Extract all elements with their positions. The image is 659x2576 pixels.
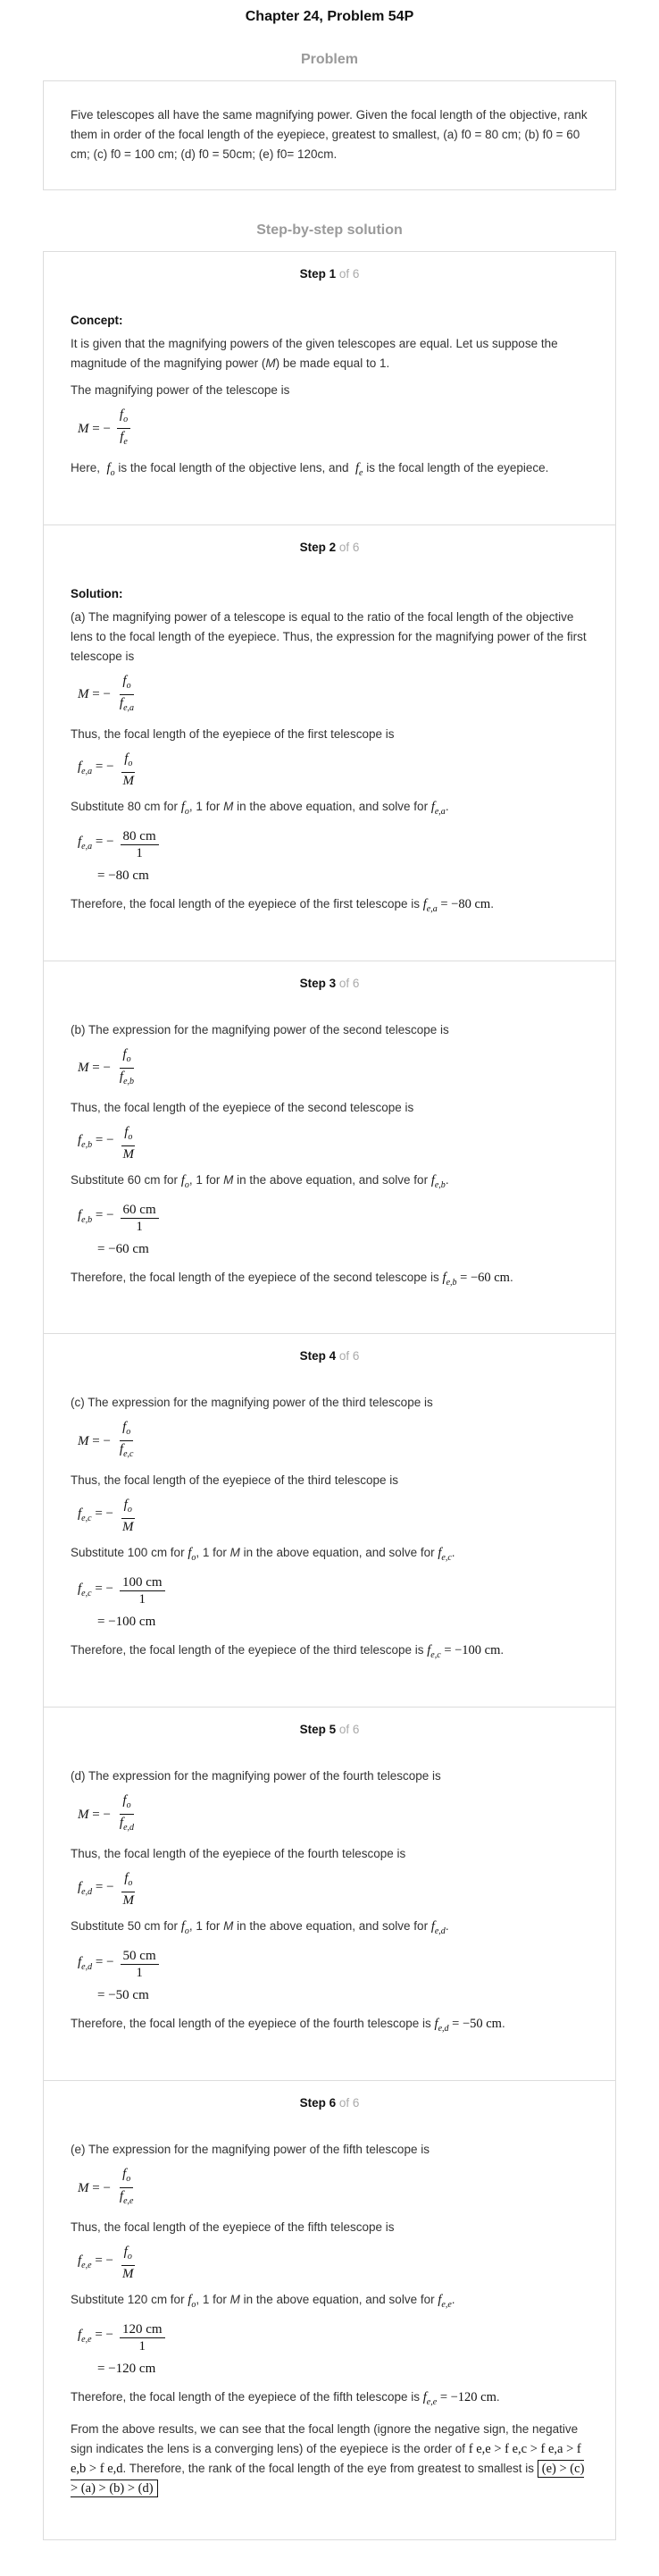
equation-substitution: $f_{e,a}$ = − $\frac{80 cm}{1}$	[78, 829, 588, 860]
conclusion-text: Therefore, the focal length of the eyepiece of the third telescope is $f_{e,c} = -100$ cm.	[71, 1643, 505, 1661]
concept-text: It is given that the magnifying powers of the given telescopes are equal. Let us suppose the magnitude of the magnifying power (M) be made equal to 1.	[71, 337, 558, 370]
step-header: Step 5 of 6	[299, 1723, 360, 1737]
equation-magnifying-power: M = − $\frac{f_o}{f_{e,a}}$	[78, 673, 135, 713]
equation-magnifying-power: M = − $\frac{f_o}{f_{e,e}}$	[78, 2167, 134, 2207]
equation-result: = −50 cm	[97, 1988, 149, 2003]
concept-label: Concept:	[71, 314, 123, 327]
conclusion-text: Therefore, the focal length of the eyepiece of the fifth telescope is $f_{e,e} = -120$ cm.	[71, 2389, 500, 2407]
equation-substitution: $f_{e,d}$ = − $\frac{50 cm}{1}$	[78, 1949, 588, 1980]
equation-eyepiece: $f_{e,c}$ = − $\frac{f_o}{M}$	[78, 1498, 134, 1535]
thus-text: Thus, the focal length of the eyepiece of the fifth telescope is	[71, 2220, 395, 2235]
step-intro: (b) The expression for the magnifying power of the second telescope is	[71, 1022, 449, 1036]
thus-text: Thus, the focal length of the eyepiece of the second telescope is	[71, 1100, 414, 1114]
equation-result: = −100 cm	[97, 1615, 156, 1630]
step-header: Step 6 of 6	[299, 2096, 360, 2110]
step-intro: (d) The expression for the magnifying power of the fourth telescope is	[71, 1769, 441, 1783]
step-header: Step 2 of 6	[299, 540, 360, 554]
step-3	[44, 961, 615, 1334]
conclusion-text: Therefore, the focal length of the eyepiece of the second telescope is $f_{e,b} = -60$ cm.	[71, 1270, 513, 1288]
substitute-text: Substitute 80 cm for $f_o$, 1 for M in the above equation, and solve for $f_{e,a}$.	[71, 799, 449, 817]
problem-text: Five telescopes all have the same magnifying power. Given the focal length of the objective, rank them in order of the focal length of the eyepiece, greatest to smallest, (a) f0 = 80 cm; (b) f0 = 60 cm; (c) f0 = 100 cm; (d) f0 = 50cm; (e) f0= 120cm.	[71, 108, 588, 161]
step-4	[44, 1333, 615, 1707]
step-header: Step 1 of 6	[299, 267, 360, 281]
substitute-text: Substitute 120 cm for $f_o$, 1 for M in the above equation, and solve for $f_{e,e}$.	[71, 2293, 455, 2310]
thus-text: Thus, the focal length of the eyepiece of the fourth telescope is	[71, 1847, 406, 1861]
substitute-text: Substitute 100 cm for $f_o$, 1 for M in the above equation, and solve for $f_{e,c}$.	[71, 1546, 455, 1564]
equation-eyepiece: $f_{e,b}$ = − $\frac{f_o}{M}$	[78, 1124, 135, 1162]
solution-box	[43, 251, 616, 2540]
conclusion-text: Therefore, the focal length of the eyepiece of the fourth telescope is $f_{e,d} = -50$ cm.	[71, 2017, 505, 2035]
equation-magnifying-power: M = − $\frac{f_o}{f_{e,c}}$	[78, 1420, 134, 1460]
substitute-text: Substitute 60 cm for $f_o$, 1 for M in the above equation, and solve for $f_{e,b}$.	[71, 1172, 449, 1190]
conclusion-text: Therefore, the focal length of the eyepiece of the first telescope is $f_{e,a} = -80$ cm.	[71, 896, 494, 914]
step-header: Step 3 of 6	[299, 976, 360, 990]
equation-substitution: $f_{e,c}$ = − $\frac{100 cm}{1}$	[78, 1575, 588, 1607]
equation-substitution: $f_{e,e}$ = − $\frac{120 cm}{1}$	[78, 2322, 588, 2354]
equation-magnifying-power: M = − $\frac{f_o}{f_{e,d}}$	[78, 1793, 135, 1833]
equation-result: = −80 cm	[97, 868, 149, 883]
final-ranking-text: From the above results, we can see that the focal length (ignore the negative sign, the negative sign indicates the lens is a converging lens) of the eyepiece is the order of f e,e > f e,c > f e,a > f e,b > f e,d. Therefore, the rank of the focal length of the eye from greatest to smallest is (e) > (c) > (a) > (b) > (d)	[71, 2421, 585, 2496]
final-answer-box: (e) > (c) > (a) > (b) > (d)	[71, 2461, 585, 2496]
solution-heading: Step-by-step solution	[256, 222, 403, 238]
here-text: Here, $f_o$ is the focal length of the objective lens, and $f_e$ is the focal length of the eyepiece.	[71, 461, 549, 478]
problem-box	[43, 80, 616, 190]
thus-text: Thus, the focal length of the eyepiece of the third telescope is	[71, 1473, 398, 1488]
formula-intro: The magnifying power of the telescope is	[71, 383, 290, 397]
thus-text: Thus, the focal length of the eyepiece of the first telescope is	[71, 726, 395, 741]
step-1	[44, 252, 615, 524]
substitute-text: Substitute 50 cm for $f_o$, 1 for M in the above equation, and solve for $f_{e,d}$.	[71, 1919, 449, 1937]
step-5	[44, 1707, 615, 2080]
step-intro: (e) The expression for the magnifying power of the fifth telescope is	[71, 2143, 430, 2157]
equation-eyepiece: $f_{e,a}$ = − $\frac{f_o}{M}$	[78, 751, 135, 788]
step-6	[44, 2080, 615, 2539]
step-header: Step 4 of 6	[299, 1349, 360, 1364]
equation-eyepiece: $f_{e,e}$ = − $\frac{f_o}{M}$	[78, 2245, 134, 2282]
equation-eyepiece: $f_{e,d}$ = − $\frac{f_o}{M}$	[78, 1871, 135, 1909]
final-order: f e,e > f e,c > f e,a > f e,b > f e,d	[71, 2441, 581, 2476]
step-intro: (c) The expression for the magnifying power of the third telescope is	[71, 1396, 433, 1410]
equation-magnifying-power: M = − $\frac{f_o}{f_e}$	[78, 407, 588, 449]
step-2	[44, 524, 615, 961]
equation-substitution: $f_{e,b}$ = − $\frac{60 cm}{1}$	[78, 1203, 588, 1234]
equation-magnifying-power: M = − $\frac{f_o}{f_{e,b}}$	[78, 1046, 135, 1087]
step-intro: (a) The magnifying power of a telescope is equal to the ratio of the focal length of the objective lens to the focal length of the eyepiece. Thus, the expression for the magnifying power of the first telescope is	[71, 609, 587, 663]
problem-heading: Problem	[300, 52, 358, 67]
page-title: Chapter 24, Problem 54P	[245, 9, 414, 24]
equation-result: = −120 cm	[97, 2361, 156, 2376]
solution-label: Solution:	[71, 586, 123, 600]
equation-result: = −60 cm	[97, 1241, 149, 1256]
